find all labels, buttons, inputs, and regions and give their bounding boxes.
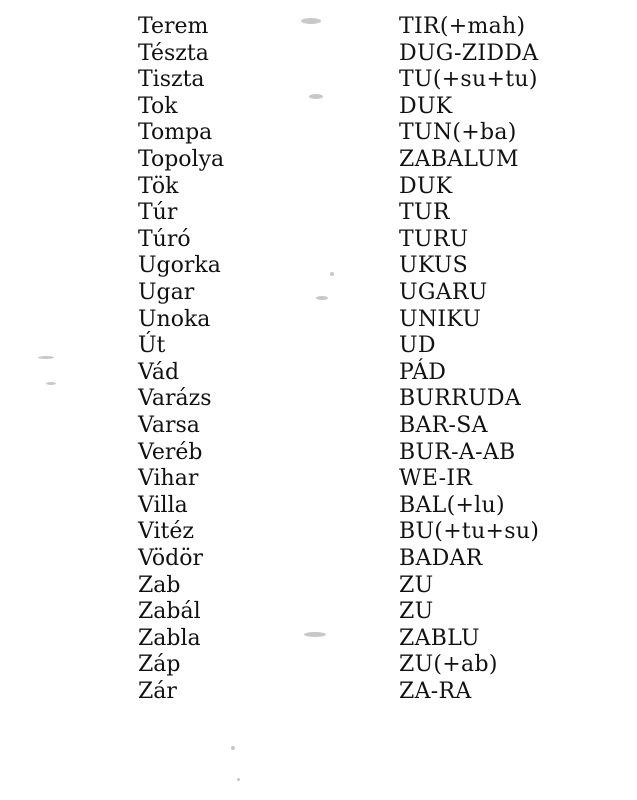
hungarian-word: Vihar (138, 466, 199, 492)
sumerian-word: ZABALUM (399, 147, 519, 172)
word-pair-row (0, 280, 637, 306)
sumerian-word: BURRUDA (399, 386, 522, 412)
hungarian-word: Út (138, 333, 166, 359)
scan-speck (330, 272, 334, 276)
word-pair-row (0, 14, 637, 40)
sumerian-word: TUN(+ba) (399, 120, 517, 146)
word-pair-row (0, 573, 637, 599)
hungarian-word: Túr (138, 200, 178, 226)
word-pair-row (0, 67, 637, 93)
sumerian-word: ZU (399, 572, 434, 598)
sumerian-word: ZABLU (399, 625, 480, 651)
word-pair-row (0, 493, 637, 519)
scan-speck (237, 778, 240, 781)
hungarian-word: Tok (138, 93, 178, 119)
hungarian-word: Tészta (138, 40, 209, 66)
sumerian-word: ZA-RA (399, 679, 472, 704)
word-pair-row (0, 41, 637, 67)
word-pair-row (0, 360, 637, 386)
sumerian-word: UKUS (399, 253, 469, 279)
hungarian-word: Vödör (138, 546, 203, 571)
hungarian-word: Veréb (138, 439, 203, 465)
word-pair-row (0, 546, 637, 572)
hungarian-word: Unoka (138, 306, 211, 332)
sumerian-word: TURU (399, 226, 469, 252)
hungarian-word: Tiszta (138, 67, 205, 93)
word-pair-row (0, 307, 637, 333)
sumerian-word: TUR (399, 200, 450, 226)
word-pair-row (0, 440, 637, 466)
sumerian-word: BAL(+lu) (399, 492, 505, 518)
word-pair-row (0, 253, 637, 279)
sumerian-word: BUR-A-AB (399, 439, 516, 465)
sumerian-word: ZU(+ab) (399, 652, 498, 678)
scan-speck (38, 356, 54, 359)
sumerian-word: BADAR (399, 546, 483, 571)
hungarian-word: Zabál (138, 599, 201, 625)
sumerian-word: TIR(+mah) (399, 14, 526, 39)
hungarian-word: Terem (138, 14, 209, 39)
scan-speck (231, 746, 235, 750)
word-pair-row (0, 147, 637, 173)
hungarian-word: Túró (138, 226, 191, 252)
sumerian-word: BU(+tu+su) (399, 519, 540, 545)
hungarian-word: Ugorka (138, 253, 221, 279)
hungarian-word: Topolya (138, 147, 225, 172)
sumerian-word: UD (399, 333, 436, 359)
hungarian-word: Vitéz (138, 519, 194, 545)
hungarian-word: Ugar (138, 280, 195, 305)
scan-speck (46, 382, 56, 385)
scan-speck (309, 94, 323, 99)
sumerian-word: TU(+su+tu) (399, 67, 538, 93)
hungarian-word: Vád (138, 359, 180, 385)
sumerian-word: ZU (399, 599, 434, 625)
word-pair-row (0, 466, 637, 492)
scan-speck (316, 296, 328, 300)
word-pair-row (0, 120, 637, 146)
word-pair-row (0, 626, 637, 652)
word-pair-row (0, 200, 637, 226)
sumerian-word: DUG-ZIDDA (399, 40, 539, 66)
scan-speck (304, 632, 326, 637)
word-pair-row (0, 519, 637, 545)
sumerian-word: UNIKU (399, 306, 482, 332)
sumerian-word: WE-IR (399, 466, 473, 492)
hungarian-word: Záp (138, 652, 181, 678)
scan-speck (301, 18, 321, 24)
word-pair-row (0, 174, 637, 200)
hungarian-word: Zár (138, 679, 177, 704)
sumerian-word: BAR-SA (399, 413, 488, 438)
hungarian-word: Varázs (138, 386, 212, 412)
hungarian-word: Tök (138, 173, 179, 199)
hungarian-word: Villa (138, 492, 188, 518)
sumerian-word: UGARU (399, 280, 488, 305)
word-pair-row (0, 679, 637, 705)
word-pair-row (0, 333, 637, 359)
word-pair-row (0, 599, 637, 625)
sumerian-word: DUK (399, 173, 453, 199)
hungarian-word: Tompa (138, 120, 213, 146)
sumerian-word: PÁD (399, 359, 447, 385)
word-pair-row (0, 413, 637, 439)
word-pair-row (0, 386, 637, 412)
hungarian-word: Zabla (138, 625, 201, 651)
hungarian-word: Zab (138, 572, 181, 598)
word-pair-row (0, 227, 637, 253)
hungarian-word: Varsa (138, 413, 200, 438)
sumerian-word: DUK (399, 93, 453, 119)
word-pair-row (0, 652, 637, 678)
